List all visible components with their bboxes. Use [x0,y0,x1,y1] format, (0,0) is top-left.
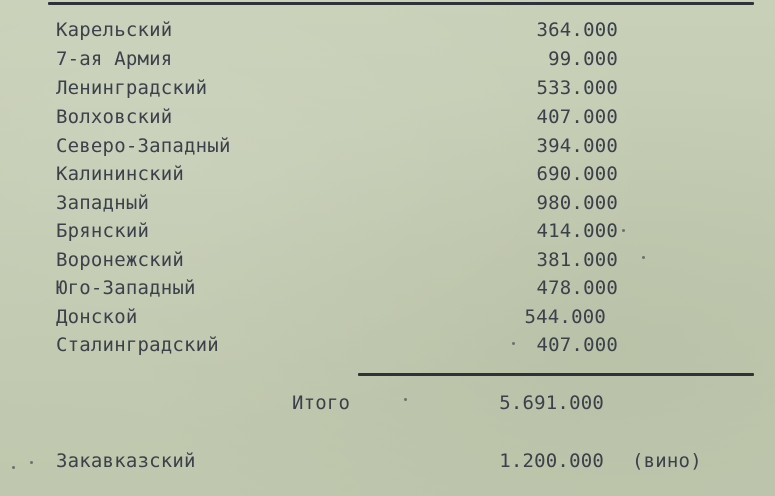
extra-note: (вино) [632,450,702,472]
total-value: 5.691.000 [499,392,604,414]
paper-speck [512,342,515,345]
sum-rule [358,373,754,376]
top-rule [48,2,754,5]
paper-speck [404,398,407,401]
row-name: 7-ая Армия [56,48,173,70]
row-value: 544.000 [524,306,606,328]
row-name: Воронежский [56,249,185,271]
row-name: Волховский [56,106,173,128]
row-value: 394.000 [536,135,618,157]
paper-speck [12,466,15,469]
row-name: Сталинградский [56,334,219,356]
row-value: 980.000 [536,192,618,214]
paper-speck [642,256,645,259]
row-name: Юго-Западный [56,277,196,299]
extra-value: 1.200.000 [499,450,604,472]
row-value: 99.000 [548,48,618,70]
row-value: 414.000 [536,220,618,242]
paper-speck [622,229,625,232]
row-name: Западный [56,192,150,214]
row-value: 381.000 [536,249,618,271]
row-value: 478.000 [536,277,618,299]
total-label: Итого [292,392,351,414]
row-name: Калининский [56,163,185,185]
row-name: Ленинградский [56,77,208,99]
row-value: 407.000 [536,334,618,356]
paper-speck [30,461,33,464]
row-value: 407.000 [536,106,618,128]
extra-name: Закавказский [56,450,196,472]
row-name: Карельский [56,19,173,41]
row-value: 364.000 [536,19,618,41]
row-name: Брянский [56,220,150,242]
row-value: 690.000 [536,163,618,185]
row-value: 533.000 [536,77,618,99]
row-name: Донской [56,306,138,328]
row-name: Северо-Западный [56,135,231,157]
